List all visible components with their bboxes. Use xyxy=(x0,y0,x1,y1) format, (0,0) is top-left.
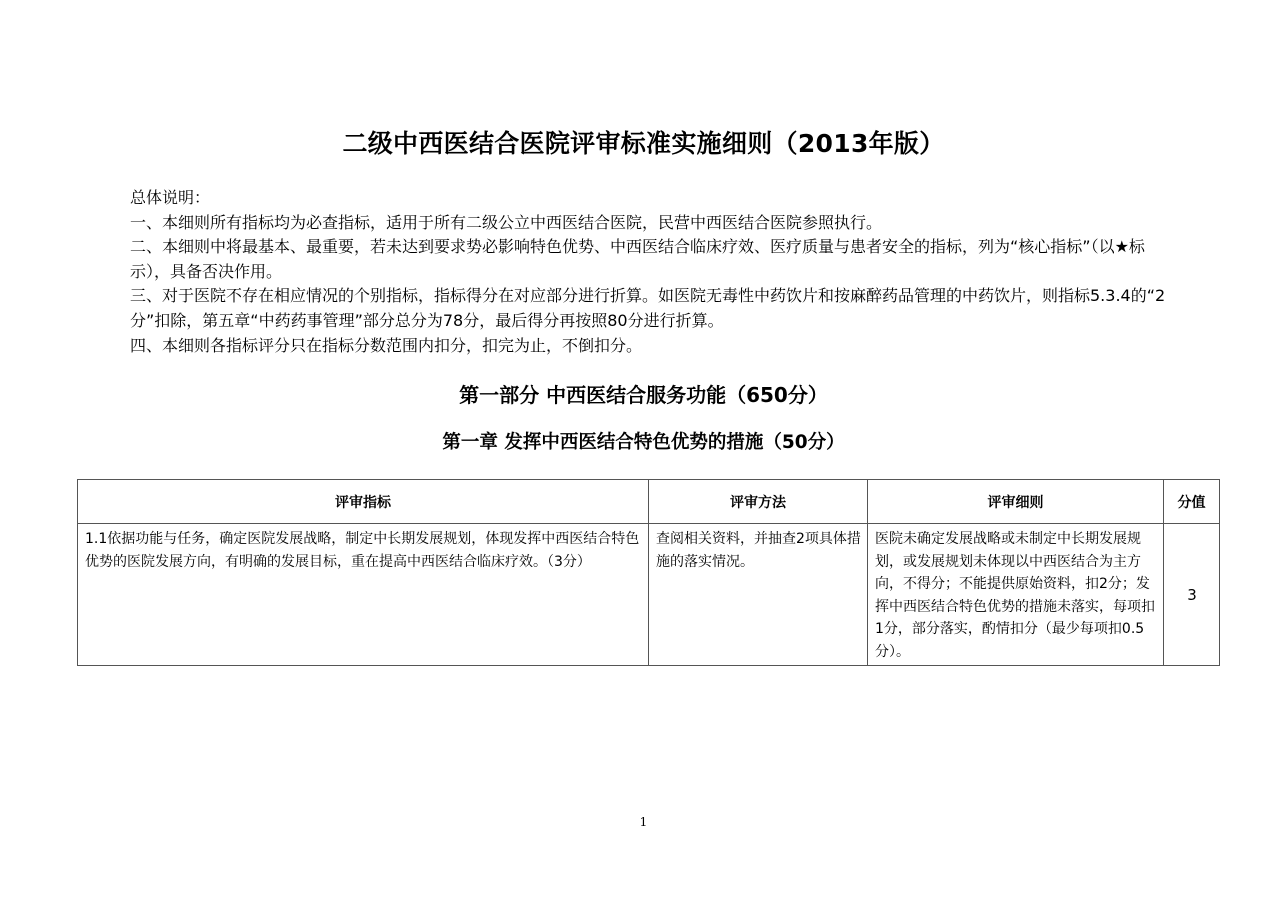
general-notes-heading: 总体说明： xyxy=(130,188,211,207)
page-number: 1 xyxy=(639,815,648,829)
general-note-3: 三、对于医院不存在相应情况的个别指标，指标得分在对应部分进行折算。如医院无毒性中药饮片和按麻醉药品管理的中药饮片，则指标5.3.4的“2分”扣除，第五章“中药药事管理”部分总分为78分，最后得分再按照80分进行折算。 xyxy=(130,286,1166,330)
rules-cell: 医院未确定发展战略或未制定中长期发展规划，或发展规划未体现以中西医结合为主方向，不得分；不能提供原始资料，扣2分；发挥中西医结合特色优势的措施未落实，每项扣1分，部分落实，酌情扣分（最少每项扣0.5分）。 xyxy=(868,524,1164,666)
criteria-table xyxy=(77,479,1220,666)
general-note-1: 一、本细则所有指标均为必查指标，适用于所有二级公立中西医结合医院，民营中西医结合医院参照执行。 xyxy=(130,212,883,232)
table-header-row xyxy=(78,480,1220,524)
method-cell: 查阅相关资料，并抽查2项具体措施的落实情况。 xyxy=(649,524,868,666)
general-note-4: 四、本细则各指标评分只在指标分数范围内扣分，扣完为止，不倒扣分。 xyxy=(130,335,643,355)
header-rules: 评审细则 xyxy=(868,480,1164,524)
header-indicator: 评审指标 xyxy=(78,480,649,524)
header-score: 分值 xyxy=(1164,480,1220,524)
table-row xyxy=(78,524,1220,666)
chapter-title: 第一章 发挥中西医结合特色优势的措施（50分） xyxy=(442,432,845,453)
general-notes xyxy=(130,186,1175,358)
score-cell: 3 xyxy=(1164,524,1220,666)
general-note-2: 二、本细则中将最基本、最重要，若未达到要求势必影响特色优势、中西医结合临床疗效、医疗质量与患者安全的指标，列为“核心指标”（以★标示），具备否决作用。 xyxy=(130,237,1145,281)
indicator-cell: 1.1依据功能与任务，确定医院发展战略，制定中长期发展规划，体现发挥中西医结合特色优势的医院发展方向，有明确的发展目标，重在提高中西医结合临床疗效。（3分） xyxy=(78,524,649,666)
part-title: 第一部分 中西医结合服务功能（650分） xyxy=(459,383,828,407)
header-method: 评审方法 xyxy=(649,480,868,524)
document-title: 二级中西医结合医院评审标准实施细则（2013年版） xyxy=(342,129,945,158)
